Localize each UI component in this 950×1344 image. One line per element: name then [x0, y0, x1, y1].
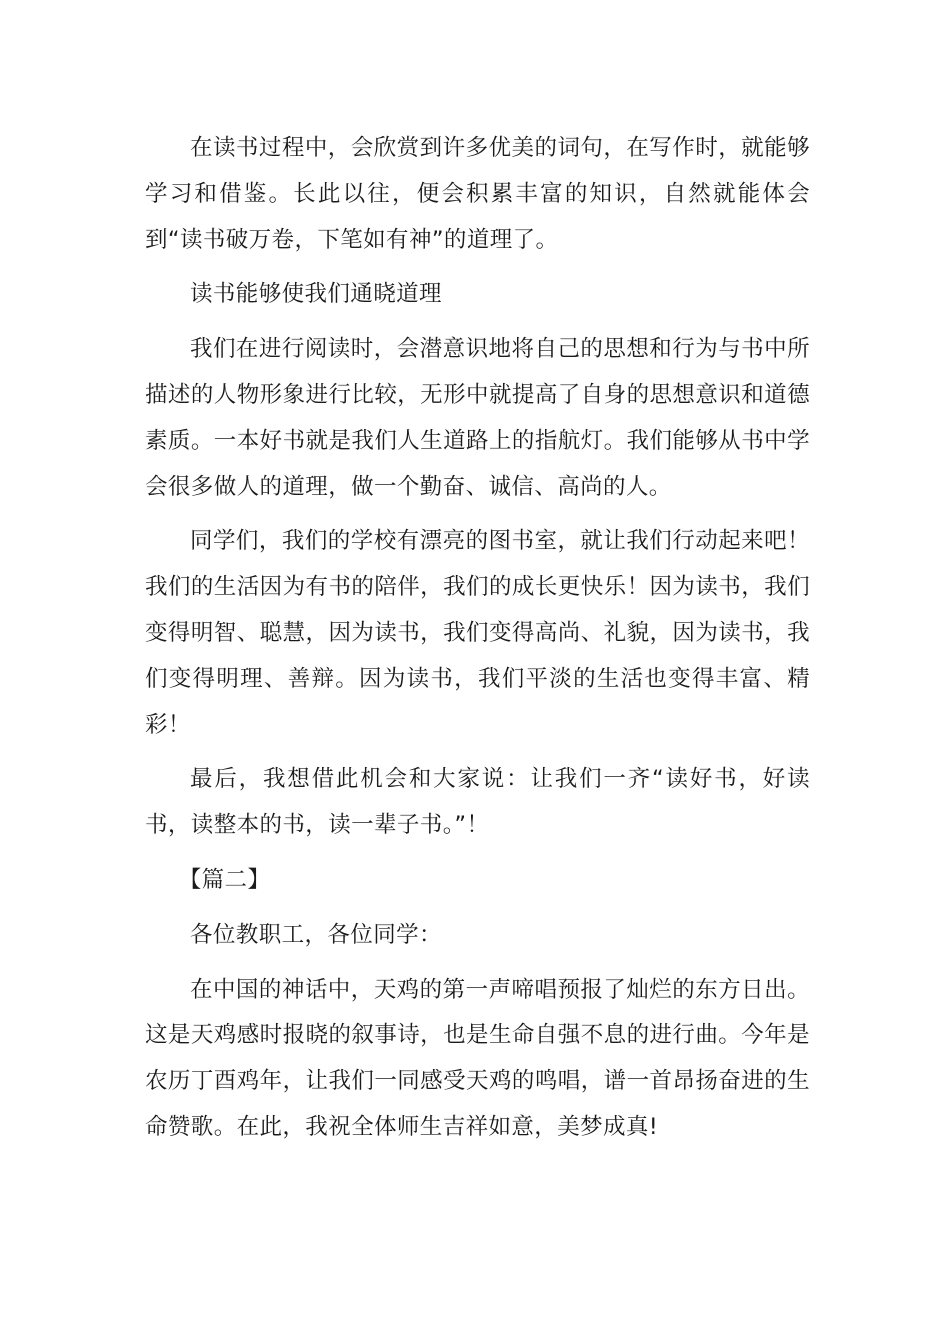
paragraph-reading-morality: 我们在进行阅读时，会潜意识地将自己的思想和行为与书中所描述的人物形象进行比较，无形中就提高了自身的思想意识和道德素质。一本好书就是我们人生道路上的指航灯。我们能够从书中学会很多做人的道理，做一个勤奋、诚信、高尚的人。 [145, 336, 810, 500]
paragraph-school-library: 同学们，我们的学校有漂亮的图书室，就让我们行动起来吧！我们的生活因为有书的陪伴，我们的成长更快乐！因为读书，我们变得明智、聪慧，因为读书，我们变得高尚、礼貌，因为读书，我们变得明理、善辩。因为读书，我们平淡的生活也变得丰富、精彩！ [145, 528, 810, 738]
subheading-reading-reason: 读书能够使我们通晓道理 [190, 281, 442, 308]
salutation: 各位教职工，各位同学： [190, 921, 442, 948]
paragraph-closing-appeal: 最后，我想借此机会和大家说：让我们一齐“读好书，好读书，读整本的书，读一辈子书。”！ [145, 766, 810, 839]
section-title-part-two: 【篇二】 [178, 866, 271, 893]
paragraph-reading-learning: 在读书过程中，会欣赏到许多优美的词句，在写作时，就能够学习和借鉴。长此以往，便会积累丰富的知识，自然就能体会到“读书破万卷，下笔如有神”的道理了。 [145, 135, 810, 253]
document-body [145, 126, 810, 1160]
paragraph-rooster-myth: 在中国的神话中，天鸡的第一声啼唱预报了灿烂的东方日出。这是天鸡感时报晓的叙事诗，也是生命自强不息的进行曲。今年是农历丁酉鸡年，让我们一同感受天鸡的鸣唱，谱一首昂扬奋进的生命赞歌。在此，我祝全体师生吉祥如意，美梦成真! [145, 976, 810, 1140]
